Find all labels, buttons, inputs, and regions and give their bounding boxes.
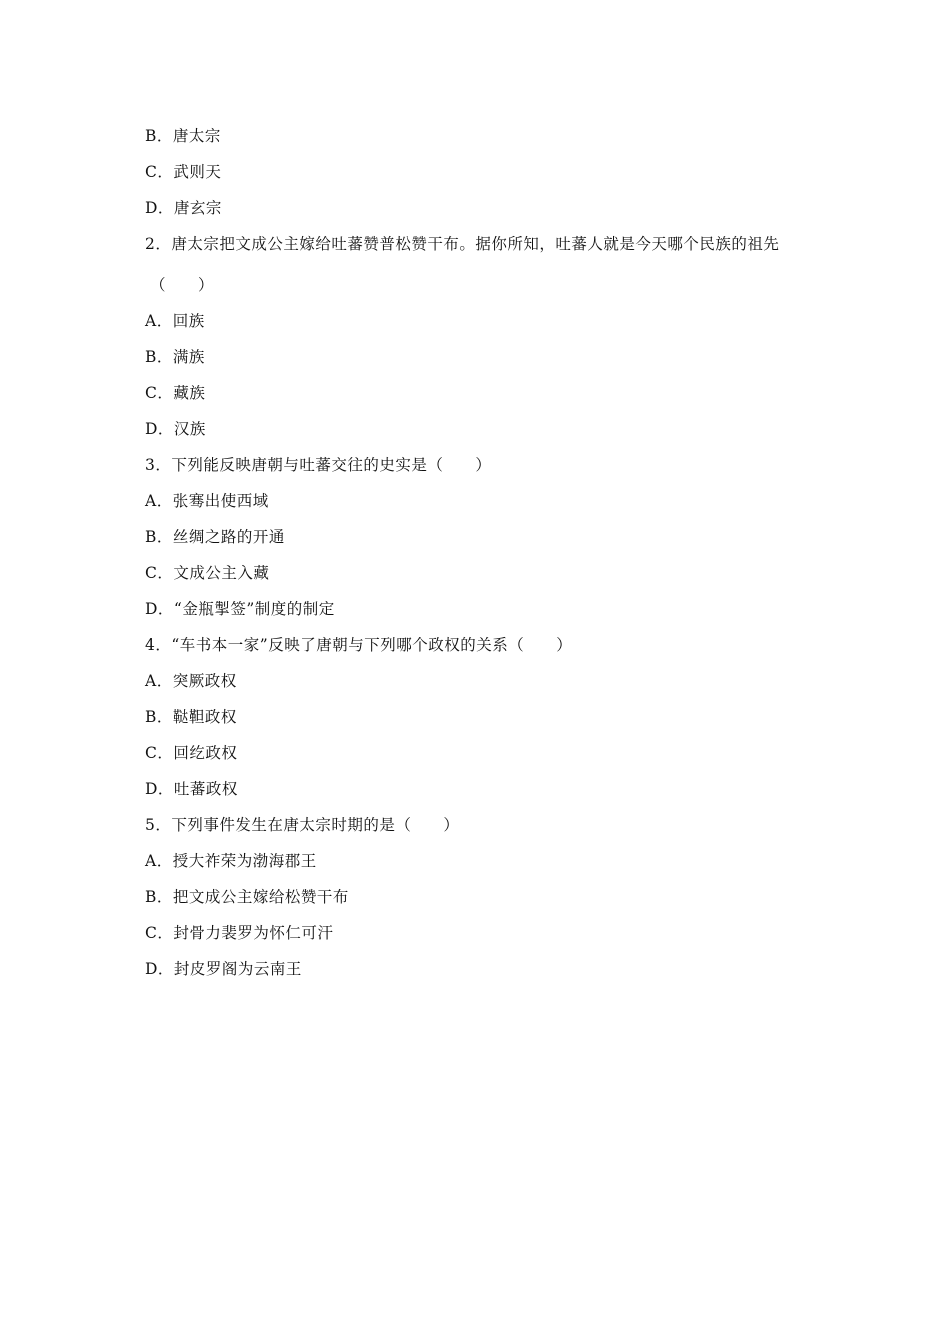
q3-stem: 3．下列能反映唐朝与吐蕃交往的史实是（ ） xyxy=(145,456,492,474)
q2-option-a: A．回族 xyxy=(145,312,205,330)
q1-option-d: D．唐玄宗 xyxy=(145,199,222,217)
q3-option-a: A．张骞出使西域 xyxy=(145,492,269,510)
q2-option-b: B．满族 xyxy=(145,348,205,366)
q3-option-c: C．文成公主入藏 xyxy=(145,564,270,582)
q4-option-c: C．回纥政权 xyxy=(145,744,238,762)
q4-option-a: A．突厥政权 xyxy=(145,672,237,690)
q3-option-d: D．“金瓶掣签”制度的制定 xyxy=(145,600,335,618)
q5-stem: 5．下列事件发生在唐太宗时期的是（ ） xyxy=(145,816,460,834)
q2-answer-blank: （ ） xyxy=(150,276,215,294)
q2-option-c: C．藏族 xyxy=(145,384,206,402)
q3-option-b: B．丝绸之路的开通 xyxy=(145,528,285,546)
q5-option-c: C．封骨力裴罗为怀仁可汗 xyxy=(145,924,334,942)
q4-stem: 4．“车书本一家”反映了唐朝与下列哪个政权的关系（ ） xyxy=(145,636,573,654)
q1-option-c: C．武则天 xyxy=(145,163,222,181)
q5-option-a: A．授大祚荣为渤海郡王 xyxy=(145,852,317,870)
q4-option-b: B．鞑靼政权 xyxy=(145,708,237,726)
q5-option-b: B．把文成公主嫁给松赞干布 xyxy=(145,888,349,906)
q5-option-d: D．封皮罗阁为云南王 xyxy=(145,960,302,978)
q2-stem: 2．唐太宗把文成公主嫁给吐蕃赞普松赞干布。据你所知，吐蕃人就是今天哪个民族的祖先 xyxy=(145,235,780,253)
q1-option-b: B．唐太宗 xyxy=(145,127,221,145)
q4-option-d: D．吐蕃政权 xyxy=(145,780,238,798)
q2-option-d: D．汉族 xyxy=(145,420,206,438)
